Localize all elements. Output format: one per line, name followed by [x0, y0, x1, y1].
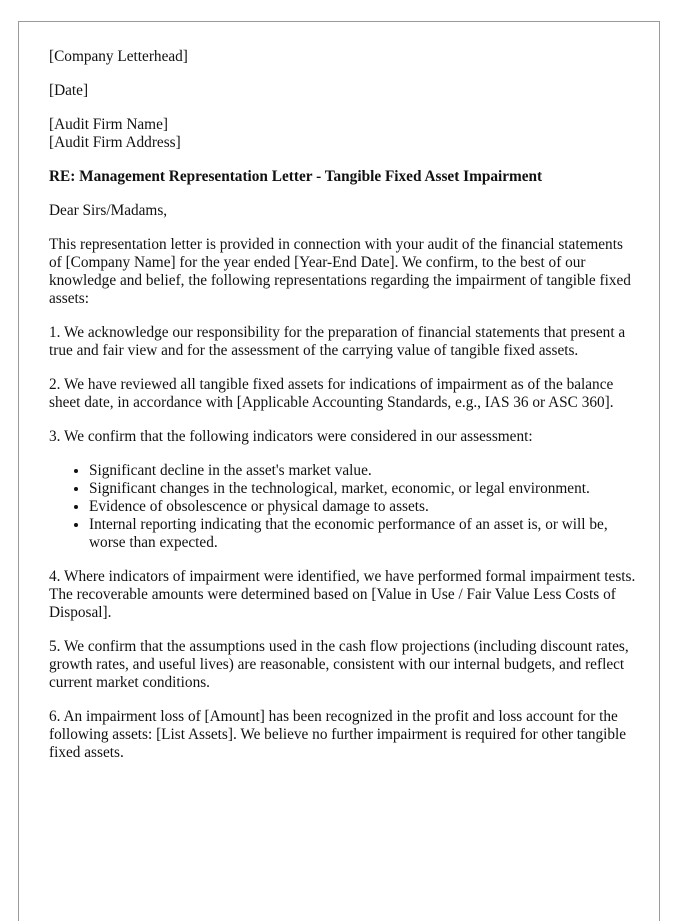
recipient-address: [49, 116, 639, 152]
letter-date: [Date]: [49, 82, 89, 99]
recipient-name: [Audit Firm Name]: [49, 116, 168, 133]
subject-line: RE: Management Representation Letter - Tangible Fixed Asset Impairment: [49, 168, 543, 185]
representation-item-1: 1. We acknowledge our responsibility for the preparation of financial statements that present a true and fair view and for the assessment of the carrying value of tangible fixed assets.: [49, 324, 626, 359]
representation-item-4: 4. Where indicators of impairment were identified, we have performed formal impairment tests. The recoverable amounts were determined based on [Value in Use / Fair Value Less Costs of Disposal].: [49, 568, 636, 621]
indicator-item: • Significant decline in the asset's market value.: [89, 462, 639, 480]
indicator-item: • Significant changes in the technological, market, economic, or legal environment.: [89, 480, 639, 498]
representation-item-3: 3. We confirm that the following indicators were considered in our assessment:: [49, 428, 533, 445]
representation-item-2: 2. We have reviewed all tangible fixed assets for indications of impairment as of the balance sheet date, in accordance with [Applicable Accounting Standards, e.g., IAS 36 or ASC 360].: [49, 376, 614, 411]
impairment-indicators-list: [49, 462, 639, 552]
representation-item-5: 5. We confirm that the assumptions used in the cash flow projections (including discount rates, growth rates, and useful lives) are reasonable, consistent with our internal budgets, and reflect current market conditions.: [49, 638, 629, 691]
indicator-item: • Evidence of obsolescence or physical damage to assets.: [89, 498, 639, 516]
intro-paragraph: This representation letter is provided in connection with your audit of the financial statements of [Company Name] for the year ended [Year-End Date]. We confirm, to the best of our knowledge and belief, the following representations regarding the impairment of tangible fixed assets:: [49, 236, 631, 307]
salutation: Dear Sirs/Madams,: [49, 202, 168, 219]
indicator-item: • Internal reporting indicating that the economic performance of an asset is, or will be, worse than expected.: [89, 516, 639, 552]
letter-body: [49, 48, 639, 778]
recipient-address-line: [Audit Firm Address]: [49, 134, 181, 151]
letterhead: [Company Letterhead]: [49, 48, 188, 65]
representation-item-6: 6. An impairment loss of [Amount] has been recognized in the profit and loss account for the following assets: [List Assets]. We believe no further impairment is required for other tangible fixed assets.: [49, 708, 627, 761]
